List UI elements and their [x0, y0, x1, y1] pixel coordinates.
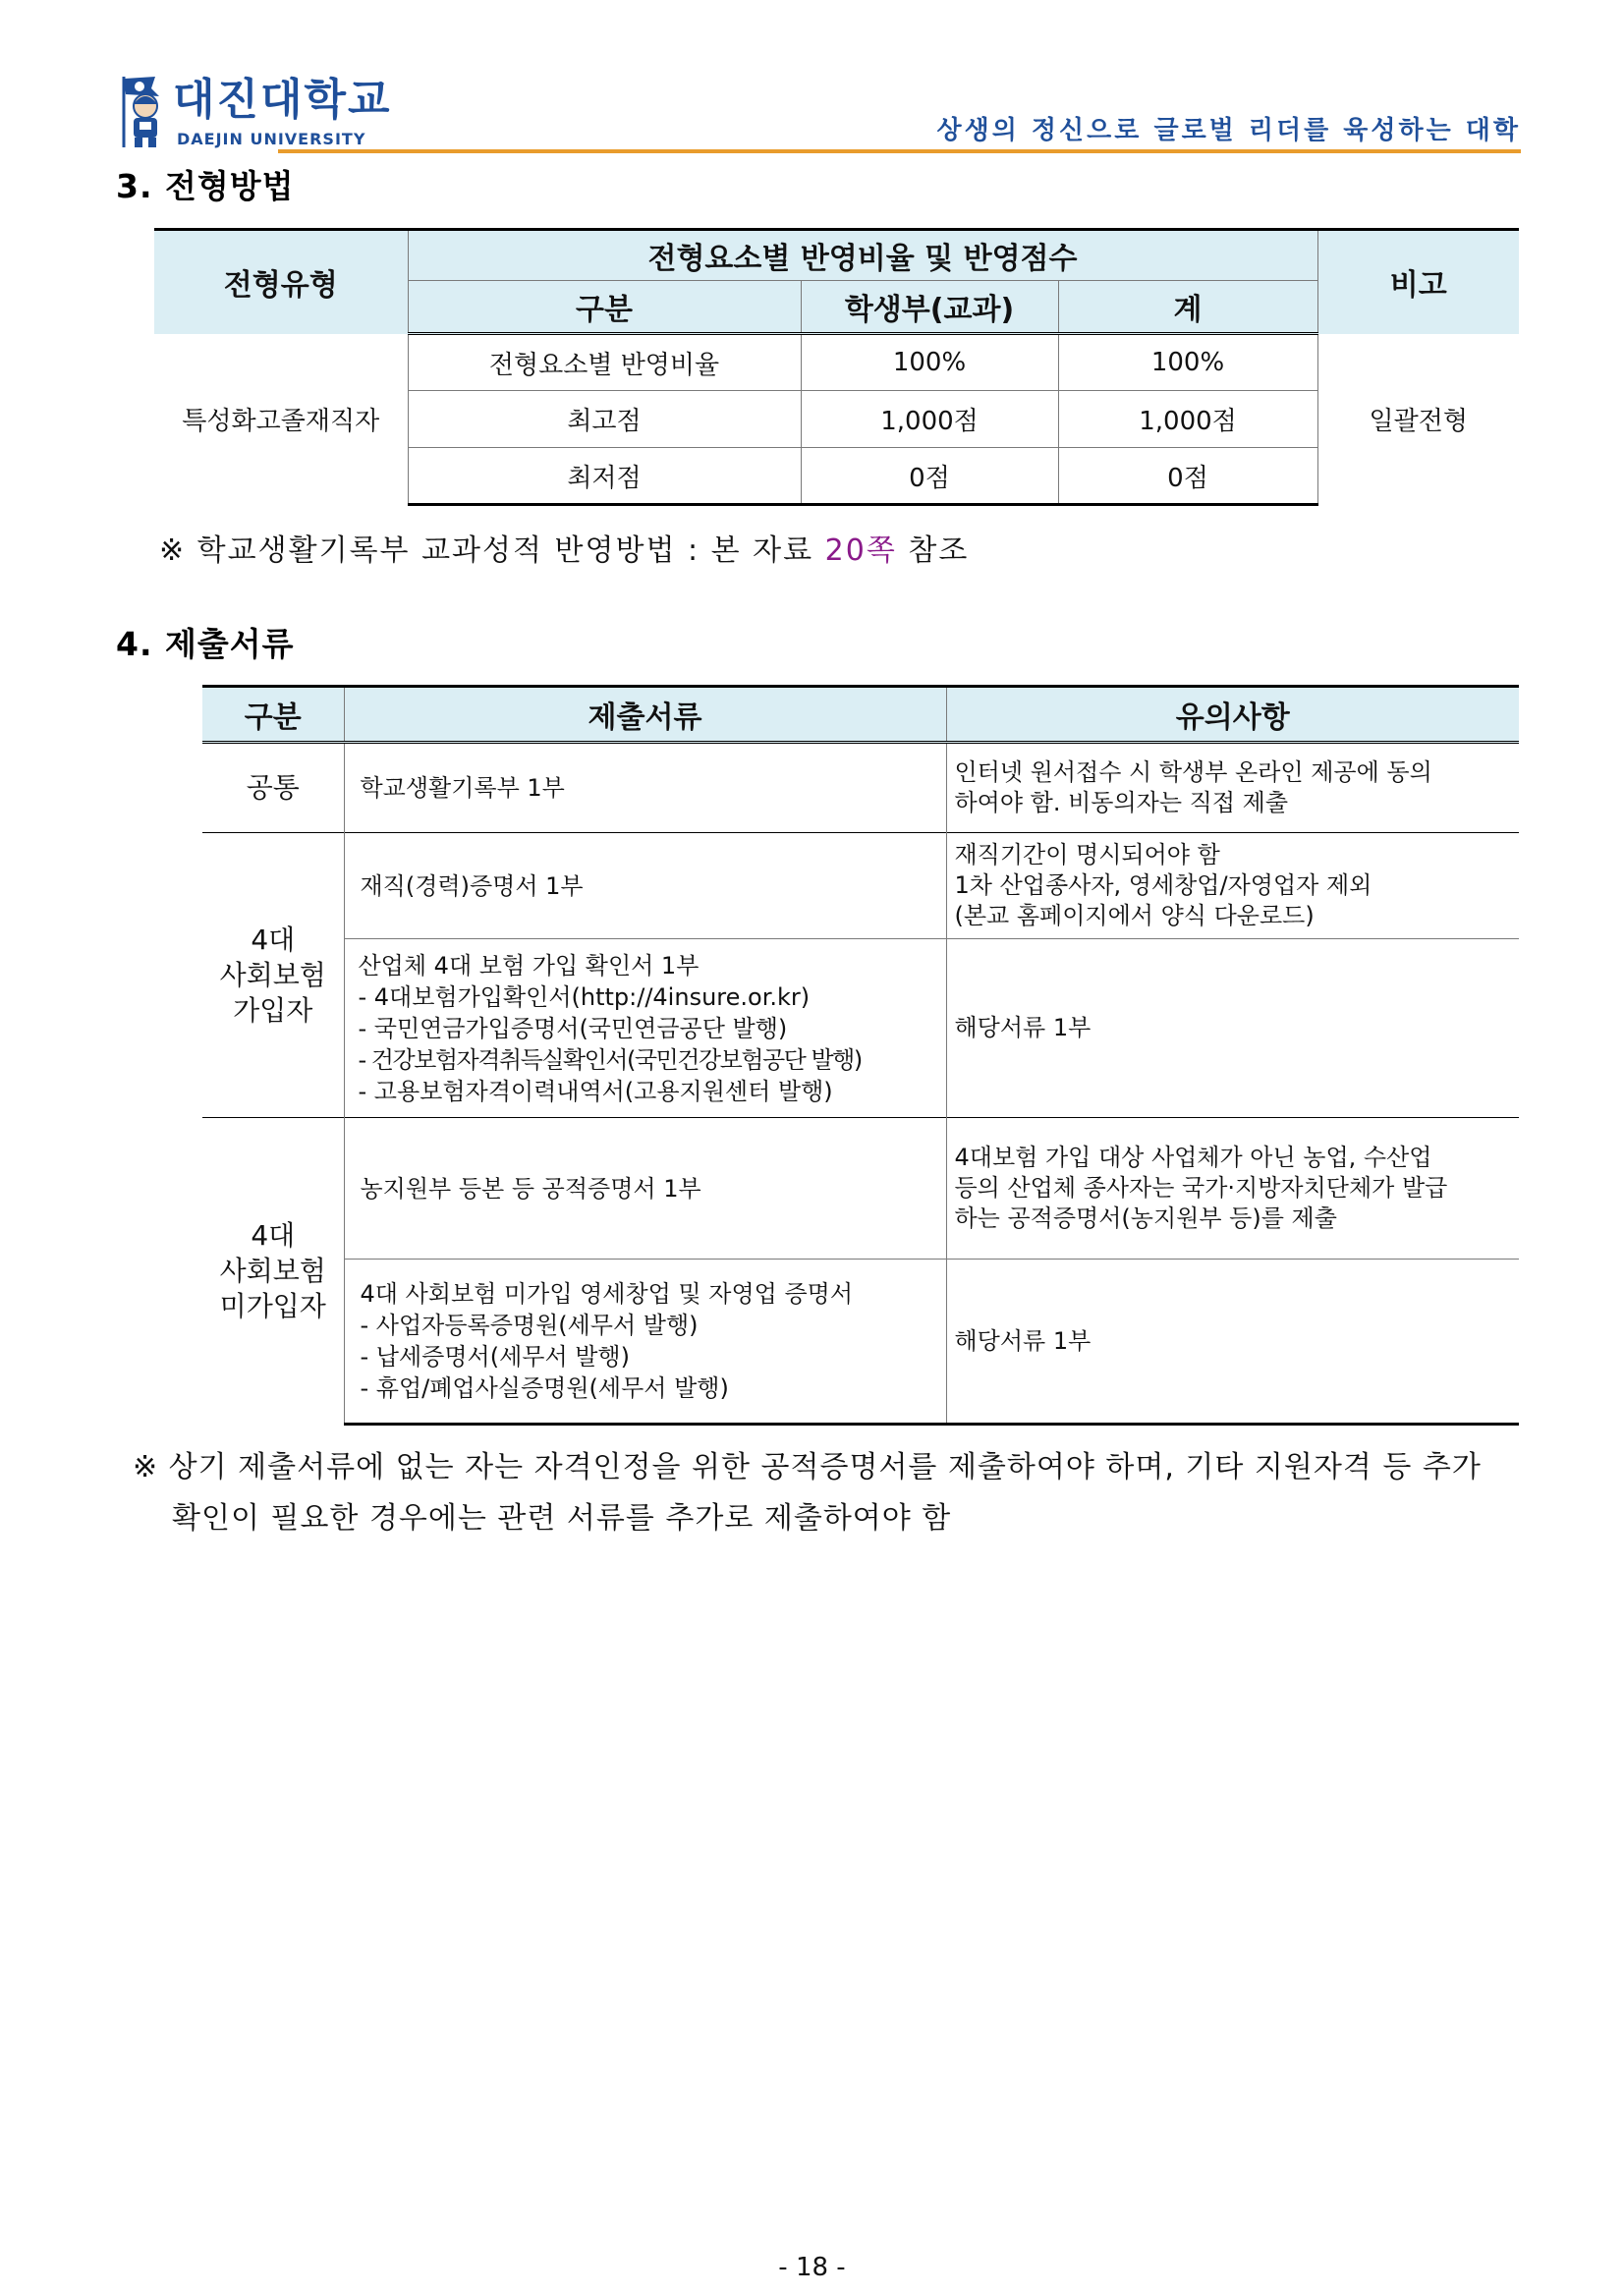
note-line: 1차 산업종사자, 영세창업/자영업자 제외 — [954, 871, 1372, 899]
section-4-title: 4. 제출서류 — [116, 625, 295, 663]
note-line: 하는 공적증명서(농지원부 등)를 제출 — [954, 1204, 1337, 1232]
table-cell: 전형요소별 반영비율 — [408, 334, 801, 391]
note-cell — [946, 743, 1519, 833]
header-selection-type: 전형유형 — [154, 230, 408, 334]
note-line: 확인이 필요한 경우에는 관련 서류를 추가로 제출하여야 함 — [172, 1501, 952, 1536]
university-logo — [116, 71, 411, 153]
category-insured — [202, 833, 344, 1118]
document-line: - 사업자등록증명원(세무서 발행) — [360, 1312, 699, 1339]
table-cell: 0점 — [1058, 448, 1317, 505]
document-cell — [344, 1260, 946, 1425]
document-cell: 학교생활기록부 1부 — [344, 743, 946, 833]
category-line: 4대 — [251, 923, 296, 956]
section-3-note — [159, 526, 969, 569]
page-number: - 18 - — [778, 2253, 846, 2282]
document-line: - 납세증명서(세무서 발행) — [360, 1343, 630, 1371]
header-school-record: 학생부(교과) — [801, 281, 1058, 334]
note-line: 4대보험 가입 대상 사업체가 아닌 농업, 수산업 — [954, 1144, 1432, 1171]
category-common: 공통 — [246, 771, 300, 804]
selection-type-name: 특성화고졸재직자 — [182, 407, 380, 436]
document-line: 4대 사회보험 미가입 영세창업 및 자영업 증명서 — [360, 1280, 854, 1308]
note-page-ref: 20쪽 — [824, 533, 897, 568]
logo-korean-name: 대진대학교 — [173, 75, 392, 125]
category-line: 사회보험 — [219, 1254, 326, 1287]
table-row — [202, 1260, 1519, 1425]
remark-cell: 일괄전형 — [1317, 334, 1519, 505]
table-cell: 100% — [801, 334, 1058, 391]
table-cell: 1,000점 — [1058, 391, 1317, 448]
document-line: - 휴업/폐업사실증명원(세무서 발행) — [360, 1374, 729, 1402]
header-division: 구분 — [408, 281, 801, 334]
document-line: - 건강보험자격취득실확인서(국민건강보험공단 발행) — [358, 1045, 862, 1074]
note-cell: 해당서류 1부 — [946, 1260, 1519, 1425]
table-row — [202, 833, 1519, 939]
note-cell: 해당서류 1부 — [946, 939, 1519, 1118]
header-divider — [278, 149, 1521, 153]
header-division: 구분 — [202, 687, 344, 743]
note-cell — [946, 833, 1519, 939]
table-row — [202, 743, 1519, 833]
section-4-note — [133, 1442, 1518, 1544]
note-line: 재직기간이 명시되어야 함 — [954, 841, 1220, 868]
note-cell — [946, 1118, 1519, 1260]
table-cell: 0점 — [801, 448, 1058, 505]
document-cell — [344, 939, 946, 1118]
note-line: 등의 산업체 종사자는 국가·지방자치단체가 발급 — [954, 1174, 1448, 1202]
note-text: ※ 학교생활기록부 교과성적 반영방법 : 본 자료 — [159, 533, 825, 568]
page-header — [116, 71, 1521, 153]
category-uninsured — [202, 1118, 344, 1425]
table-row — [154, 334, 1519, 391]
document-cell: 재직(경력)증명서 1부 — [344, 833, 946, 939]
selection-method-table — [154, 228, 1519, 506]
header-slogan: 상생의 정신으로 글로벌 리더를 육성하는 대학 — [936, 116, 1521, 145]
note-line: 인터넷 원서접수 시 학생부 온라인 제공에 동의 — [954, 758, 1432, 786]
submission-documents-table — [202, 685, 1519, 1426]
category-line: 미가입자 — [219, 1289, 326, 1322]
document-line: - 4대보험가입확인서(http://4insure.or.kr) — [358, 982, 811, 1011]
category-line: 4대 — [251, 1218, 296, 1252]
table-cell: 100% — [1058, 334, 1317, 391]
table-row — [202, 939, 1519, 1118]
header-notes: 유의사항 — [946, 687, 1519, 743]
note-line: ※ 상기 제출서류에 없는 자는 자격인정을 위한 공적증명서를 제출하여야 하며, 기타 지원자격 등 추가 — [133, 1450, 1482, 1484]
note-line: (본교 홈페이지에서 양식 다운로드) — [954, 902, 1315, 929]
note-text: 참조 — [896, 533, 970, 568]
category-line: 가입자 — [233, 993, 313, 1027]
table-cell: 최저점 — [408, 448, 801, 505]
table-cell: 1,000점 — [801, 391, 1058, 448]
note-line: 하여야 함. 비동의자는 직접 제출 — [954, 789, 1289, 816]
header-remark: 비고 — [1317, 230, 1519, 334]
document-line: - 고용보험자격이력내역서(고용지원센터 발행) — [358, 1077, 833, 1105]
logo-english-name: DAEJIN UNIVERSITY — [177, 130, 366, 148]
table-cell: 최고점 — [408, 391, 801, 448]
table-row — [202, 1118, 1519, 1260]
category-line: 사회보험 — [219, 958, 326, 991]
document-line: 산업체 4대 보험 가입 확인서 1부 — [358, 951, 700, 980]
document-cell: 농지원부 등본 등 공적증명서 1부 — [344, 1118, 946, 1260]
document-line: - 국민연금가입증명서(국민연금공단 발행) — [358, 1014, 788, 1042]
section-3-title: 3. 전형방법 — [116, 167, 295, 205]
mascot-icon — [116, 75, 175, 149]
header-documents: 제출서류 — [344, 687, 946, 743]
header-ratio-score: 전형요소별 반영비율 및 반영점수 — [408, 230, 1317, 281]
header-total: 계 — [1058, 281, 1317, 334]
